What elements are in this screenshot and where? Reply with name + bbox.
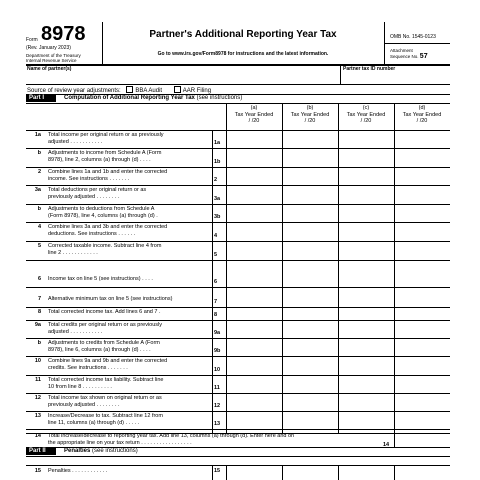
line-label: 1b	[214, 159, 221, 165]
line-12-input-a[interactable]	[227, 394, 281, 410]
part1-title: Computation of Additional Reporting Year Tax	[64, 95, 195, 101]
line-7-input-a[interactable]	[227, 288, 281, 306]
line-description: Adjustments to deductions from Schedule A (Form 8978), line 4, columns (a) through (d) .	[48, 206, 158, 219]
line-3b-row	[26, 204, 450, 222]
line-5-input-d[interactable]	[395, 242, 449, 259]
line-8-input-c[interactable]	[339, 308, 393, 319]
line-12-input-c[interactable]	[339, 394, 393, 410]
line-9b-input-d[interactable]	[395, 339, 449, 355]
line-6-input-b[interactable]	[283, 268, 337, 286]
line-15-input-c[interactable]	[339, 466, 393, 479]
line-13-input-d[interactable]	[395, 412, 449, 428]
line-1a-input-a[interactable]	[227, 131, 281, 147]
line-15-number: 15	[34, 468, 41, 474]
line-15-text: Penalties . . . . . . . . . . . .	[48, 468, 108, 474]
omb-number: OMB No. 1545-0123	[390, 34, 436, 40]
line-3a-input-b[interactable]	[283, 186, 337, 203]
line-1b-input-c[interactable]	[339, 149, 393, 166]
line-2-input-d[interactable]	[395, 168, 449, 184]
col-a-header: (a) Tax Year Ended / /20	[234, 105, 274, 124]
line-1b-input-b[interactable]	[283, 149, 337, 166]
partner-name-input[interactable]	[27, 72, 337, 83]
col-b-header: (b) Tax Year Ended / /20	[290, 105, 330, 124]
line-label: 4	[214, 233, 218, 239]
line-number: 3a	[34, 187, 41, 193]
partner-tin-label: Partner tax ID number	[343, 66, 396, 72]
line-9a-input-d[interactable]	[395, 321, 449, 337]
line-number: 1a	[34, 132, 41, 138]
source-label: Source of review year adjustments:	[27, 88, 121, 94]
line-1a-row	[26, 130, 450, 148]
line-description: Adjustments to credits from Schedule A (Form 8978), line 6, columns (a) through (d) . . . .	[48, 340, 160, 353]
line-number: 6	[37, 276, 41, 282]
line-11-input-d[interactable]	[395, 376, 449, 392]
line-6-row	[26, 267, 450, 287]
line-description: Total credits per original return or as previously adjusted . . . . . . . . . . .	[48, 322, 163, 335]
revision-date: (Rev. January 2023)	[26, 45, 71, 51]
part2-tag: Part II	[26, 448, 56, 455]
line-number: b	[37, 150, 41, 156]
line-12-input-d[interactable]	[395, 394, 449, 410]
line-15-input-b[interactable]	[283, 466, 337, 479]
line-4-input-d[interactable]	[395, 223, 449, 240]
line-label: 6	[214, 279, 218, 285]
line-label: 8	[214, 312, 218, 318]
line-label: 5	[214, 252, 218, 258]
col-c-header: (c) Tax Year Ended / /20	[346, 105, 386, 124]
department-label: Department of the Treasury	[26, 53, 81, 58]
line-3a-input-a[interactable]	[227, 186, 281, 203]
line-9b-row	[26, 338, 450, 356]
line-15-label: 15	[214, 468, 221, 474]
line-description: Total corrected income tax. Add lines 6 and 7 .	[48, 309, 161, 315]
line-11-input-b[interactable]	[283, 376, 337, 392]
part2-heading	[64, 448, 138, 455]
line-3a-input-d[interactable]	[395, 186, 449, 203]
partner-name-label: Name of partner(s)	[27, 66, 72, 72]
line-13-input-c[interactable]	[339, 412, 393, 428]
line-number: 12	[34, 395, 41, 401]
line-8-row	[26, 307, 450, 320]
line-5-row	[26, 241, 450, 260]
line-label: 9a	[214, 330, 221, 336]
line-15-input-d[interactable]	[395, 466, 449, 479]
line-2-row	[26, 167, 450, 185]
line-description: Total corrected income tax liability. Subtract line 10 from line 8 . . . . . . . . . .	[48, 377, 164, 390]
line-11-input-a[interactable]	[227, 376, 281, 392]
line-7-input-d[interactable]	[395, 288, 449, 306]
line-10-row	[26, 356, 450, 375]
line-description: Income tax on line 5 (see instructions) . . . .	[48, 276, 153, 282]
line-description: Increase/Decrease to tax. Subtract line 12 from line 11, columns (a) through (d) . . . . .	[48, 413, 163, 426]
line-7-input-c[interactable]	[339, 288, 393, 306]
line-1a-input-c[interactable]	[339, 131, 393, 147]
line-number: 11	[35, 377, 41, 383]
line-5-input-a[interactable]	[227, 242, 281, 259]
partner-tin-input[interactable]	[343, 72, 448, 83]
line-1b-row	[26, 148, 450, 167]
line-description: Combine lines 1a and 1b and enter the corrected income. See instructions . . . . . . .	[48, 169, 168, 182]
line-label: 13	[214, 421, 221, 427]
sequence-label: Sequence No. 57	[390, 53, 428, 60]
line-number: 10	[34, 358, 41, 364]
line-4-input-a[interactable]	[227, 223, 281, 240]
line-6-input-c[interactable]	[339, 268, 393, 286]
line-number: 7	[37, 296, 41, 302]
line-2-input-b[interactable]	[283, 168, 337, 184]
line-description: Adjustments to income from Schedule A (Form 8978), line 2, columns (a) through (d) . . . .	[48, 150, 162, 163]
form-title: Partner's Additional Reporting Year Tax	[149, 29, 337, 40]
line-number: b	[37, 206, 41, 212]
line-8-input-a[interactable]	[227, 308, 281, 319]
line-number: 9a	[34, 322, 41, 328]
line-14-text: Total increase/decrease to reporting year tax. Add line 13, columns (a) through (d). Enter here and on the appropriate line on your tax return . . . . . . . . . . . . . . . . .	[48, 433, 295, 446]
line-5-input-b[interactable]	[283, 242, 337, 259]
line-9a-input-c[interactable]	[339, 321, 393, 337]
line-12-input-b[interactable]	[283, 394, 337, 410]
irs-label: Internal Revenue Service	[26, 58, 77, 63]
line-3a-input-c[interactable]	[339, 186, 393, 203]
line-6-input-d[interactable]	[395, 268, 449, 286]
line-description: Total deductions per original return or as previously adjusted . . . . . . . .	[48, 187, 147, 200]
line-description: Alternative minimum tax on line 5 (see instructions)	[48, 296, 173, 302]
line-14-label: 14	[383, 442, 390, 448]
line-label: 12	[214, 403, 221, 409]
line-description: Total income per original return or as previously adjusted . . . . . . . . . . .	[48, 132, 164, 145]
line-label: 3a	[214, 196, 221, 202]
line-9a-input-a[interactable]	[227, 321, 281, 337]
line-9b-input-b[interactable]	[283, 339, 337, 355]
line-13-input-a[interactable]	[227, 412, 281, 428]
line-label: 7	[214, 299, 218, 305]
line-13-input-b[interactable]	[283, 412, 337, 428]
line-15-input-a[interactable]	[227, 466, 281, 479]
line-number: 5	[37, 243, 41, 249]
line-label: 1a	[214, 140, 221, 146]
line-label: 9b	[214, 348, 221, 354]
line-9a-row	[26, 320, 450, 338]
line-5-input-c[interactable]	[339, 242, 393, 259]
line-6-input-a[interactable]	[227, 268, 281, 286]
line-9b-input-a[interactable]	[227, 339, 281, 355]
bba-audit-label: BBA Audit	[135, 88, 163, 94]
line-10-input-a[interactable]	[227, 357, 281, 374]
line-4-row	[26, 222, 450, 241]
line-3b-input-d[interactable]	[395, 205, 449, 221]
line-number: 8	[37, 309, 41, 315]
line-1a-input-b[interactable]	[283, 131, 337, 147]
line-3a-row	[26, 185, 450, 204]
attachment-label: Attachment	[390, 48, 413, 53]
line-description: Total income tax shown on original return or as previously adjusted . . . . . . . .	[48, 395, 162, 408]
line-3b-input-a[interactable]	[227, 205, 281, 221]
line-13-row	[26, 411, 450, 429]
line-4-input-c[interactable]	[339, 223, 393, 240]
form-word: Form	[26, 37, 38, 43]
line-3b-input-b[interactable]	[283, 205, 337, 221]
line-3b-input-c[interactable]	[339, 205, 393, 221]
line-2-input-a[interactable]	[227, 168, 281, 184]
line-1b-input-a[interactable]	[227, 149, 281, 166]
aar-filing-label: AAR Filing	[182, 88, 212, 94]
sequence-number: 57	[419, 53, 428, 60]
line-10-input-b[interactable]	[283, 357, 337, 374]
part2-subtitle: (see instructions)	[92, 448, 138, 454]
part1-tag: Part I	[26, 95, 56, 102]
line-7-input-b[interactable]	[283, 288, 337, 306]
line-11-row	[26, 375, 450, 393]
line-label: 3b	[214, 214, 221, 220]
part1-subtitle: (see instructions)	[196, 95, 243, 101]
line-1b-input-d[interactable]	[395, 149, 449, 166]
line-8-input-d[interactable]	[395, 308, 449, 319]
line-label: 2	[214, 177, 218, 183]
line-2-input-c[interactable]	[339, 168, 393, 184]
line-number: 2	[37, 169, 41, 175]
part1-heading	[64, 95, 242, 102]
col-d-header: (d) Tax Year Ended / /20	[402, 105, 442, 124]
line-9a-input-b[interactable]	[283, 321, 337, 337]
line-12-row	[26, 393, 450, 411]
line-10-input-c[interactable]	[339, 357, 393, 374]
part2-title: Penalties	[64, 448, 91, 454]
line-1a-input-d[interactable]	[395, 131, 449, 147]
line-number: 13	[34, 413, 41, 419]
line-4-input-b[interactable]	[283, 223, 337, 240]
line-14-input[interactable]	[394, 432, 451, 447]
instructions-line: Go to www.irs.gov/Form8978 for instructions and the latest information.	[157, 51, 329, 57]
line-number: b	[37, 340, 41, 346]
line-description: Corrected taxable income. Subtract line 4 from line 2 . . . . . . . . . . . .	[48, 243, 162, 256]
line-label: 10	[214, 367, 221, 373]
line-label: 11	[214, 385, 220, 391]
line-11-input-c[interactable]	[339, 376, 393, 392]
line-number: 4	[37, 224, 41, 230]
line-10-input-d[interactable]	[395, 357, 449, 374]
form-number: 8978	[41, 23, 86, 45]
line-7-row	[26, 287, 450, 307]
bba-audit-checkbox[interactable]	[126, 86, 133, 93]
line-description: Combine lines 9a and 9b and enter the corrected credits. See instructions . . . . . . .	[48, 358, 168, 371]
aar-filing-checkbox[interactable]	[174, 86, 181, 93]
line-8-input-b[interactable]	[283, 308, 337, 319]
line-14-number: 14	[34, 433, 41, 439]
line-9b-input-c[interactable]	[339, 339, 393, 355]
line-description: Combine lines 3a and 3b and enter the corrected deductions. See instructions . . . . . .	[48, 224, 168, 237]
